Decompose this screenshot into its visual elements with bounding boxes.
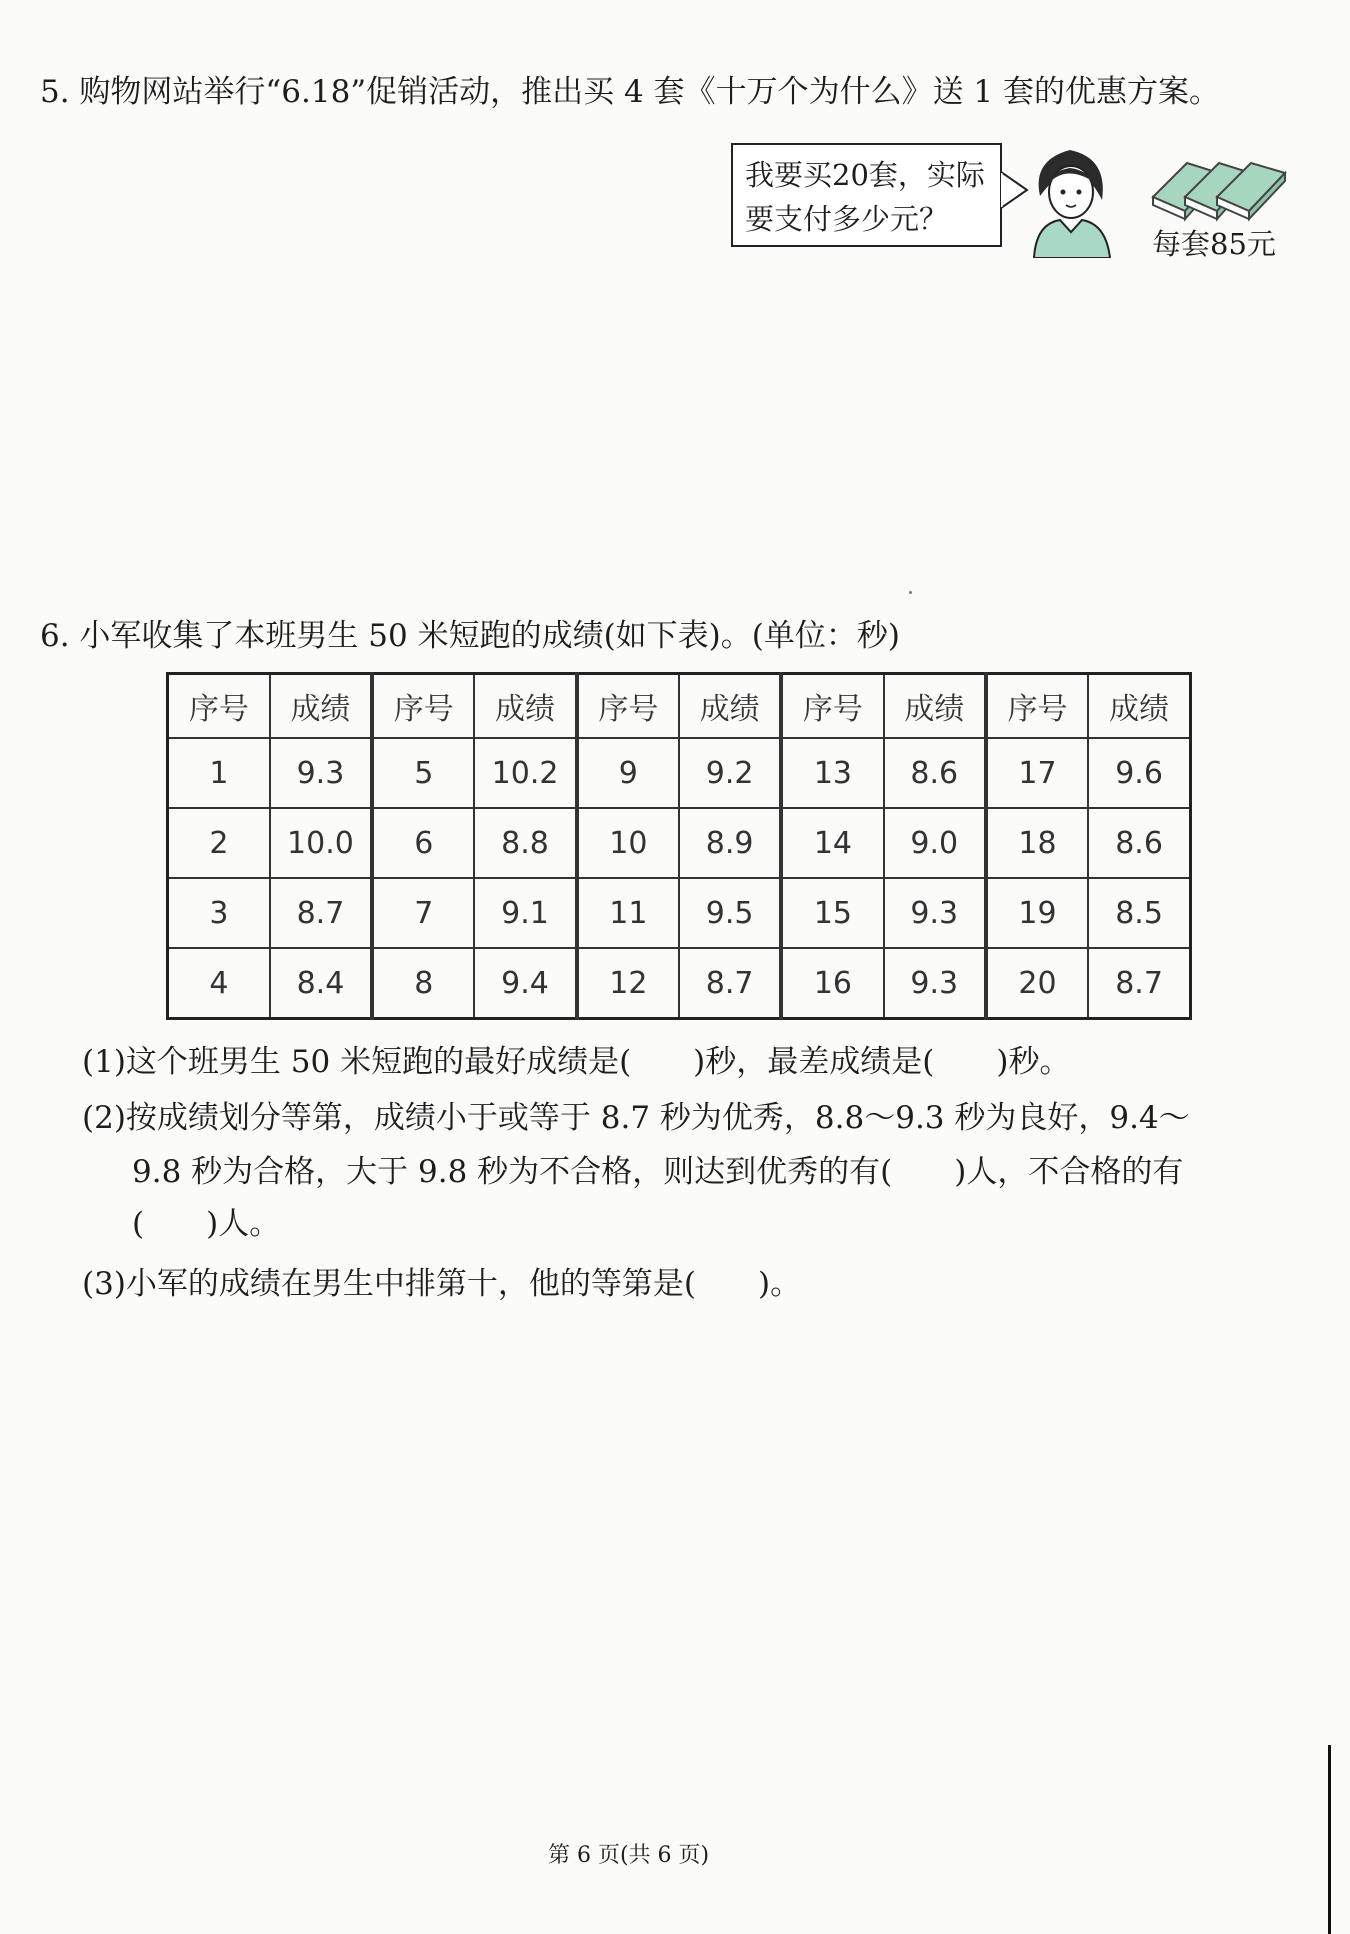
table-cell: 14	[781, 808, 883, 878]
header-cell: 序号	[372, 674, 474, 739]
table-header-row	[168, 674, 1191, 739]
table-cell: 9.1	[474, 878, 576, 948]
table-cell: 9.4	[474, 948, 576, 1019]
question-6-part-2-line-1: (2)按成绩划分等第，成绩小于或等于 8.7 秒为优秀，8.8～9.3 秒为良好，9.4～	[82, 1100, 1190, 1136]
header-cell: 成绩	[884, 674, 986, 739]
table-cell: 15	[781, 878, 883, 948]
header-cell: 成绩	[679, 674, 781, 739]
speech-bubble-line-2: 要支付多少元？	[745, 202, 949, 236]
table-cell: 20	[986, 948, 1088, 1019]
table-cell: 1	[168, 738, 270, 808]
table-cell: 8.4	[270, 948, 372, 1019]
header-cell: 序号	[986, 674, 1088, 739]
table-cell: 10.2	[474, 738, 576, 808]
table-row	[168, 808, 1191, 878]
header-cell: 成绩	[1088, 674, 1190, 739]
table-row	[168, 738, 1191, 808]
table-cell: 9.3	[270, 738, 372, 808]
speech-bubble	[731, 143, 1002, 247]
question-6-part-1: (1)这个班男生 50 米短跑的最好成绩是( )秒，最差成绩是( )秒。	[82, 1044, 1071, 1080]
table-cell: 2	[168, 808, 270, 878]
question-6-text: 6. 小军收集了本班男生 50 米短跑的成绩(如下表)。(单位：秒)	[40, 618, 900, 654]
table-row	[168, 948, 1191, 1019]
table-cell: 12	[577, 948, 679, 1019]
table-cell: 6	[372, 808, 474, 878]
table-cell: 9.6	[1088, 738, 1190, 808]
table-cell: 18	[986, 808, 1088, 878]
table-cell: 8.9	[679, 808, 781, 878]
scan-speck	[909, 591, 912, 594]
table-cell: 9.3	[884, 878, 986, 948]
table-cell: 9.0	[884, 808, 986, 878]
table-cell: 8.7	[270, 878, 372, 948]
table-cell: 3	[168, 878, 270, 948]
scan-edge-line	[1328, 1745, 1331, 1934]
header-cell: 成绩	[270, 674, 372, 739]
table-cell: 8.6	[884, 738, 986, 808]
table-cell: 4	[168, 948, 270, 1019]
table-cell: 17	[986, 738, 1088, 808]
question-6-part-3: (3)小军的成绩在男生中排第十，他的等第是( )。	[82, 1266, 802, 1302]
table-cell: 8	[372, 948, 474, 1019]
question-6-part-2-line-3: ( )人。	[132, 1206, 281, 1242]
header-cell: 序号	[781, 674, 883, 739]
score-table	[166, 672, 1192, 1020]
header-cell: 序号	[577, 674, 679, 739]
header-cell: 序号	[168, 674, 270, 739]
table-cell: 8.8	[474, 808, 576, 878]
speech-bubble-tail	[1001, 170, 1029, 210]
table-cell: 9.5	[679, 878, 781, 948]
price-label: 每套85元	[1152, 227, 1276, 261]
table-row	[168, 878, 1191, 948]
table-cell: 16	[781, 948, 883, 1019]
table-cell: 11	[577, 878, 679, 948]
books-illustration	[1145, 143, 1295, 227]
table-cell: 9	[577, 738, 679, 808]
question-5-text: 5. 购物网站举行“6.18”促销活动，推出买 4 套《十万个为什么》送 1 套的优惠方案。	[40, 74, 1221, 110]
table-cell: 10	[577, 808, 679, 878]
table-cell: 8.7	[679, 948, 781, 1019]
page-footer: 第 6 页(共 6 页)	[548, 1843, 710, 1868]
table-cell: 10.0	[270, 808, 372, 878]
girl-illustration	[1026, 140, 1116, 258]
table-cell: 7	[372, 878, 474, 948]
question-6-part-2-line-2: 9.8 秒为合格，大于 9.8 秒为不合格，则达到优秀的有( )人，不合格的有	[132, 1154, 1184, 1190]
table-cell: 8.5	[1088, 878, 1190, 948]
table-cell: 13	[781, 738, 883, 808]
table-cell: 5	[372, 738, 474, 808]
header-cell: 成绩	[474, 674, 576, 739]
table-cell: 9.3	[884, 948, 986, 1019]
table-cell: 9.2	[679, 738, 781, 808]
speech-bubble-line-1: 我要买20套，实际	[745, 158, 985, 192]
table-cell: 19	[986, 878, 1088, 948]
table-cell: 8.7	[1088, 948, 1190, 1019]
table-cell: 8.6	[1088, 808, 1190, 878]
